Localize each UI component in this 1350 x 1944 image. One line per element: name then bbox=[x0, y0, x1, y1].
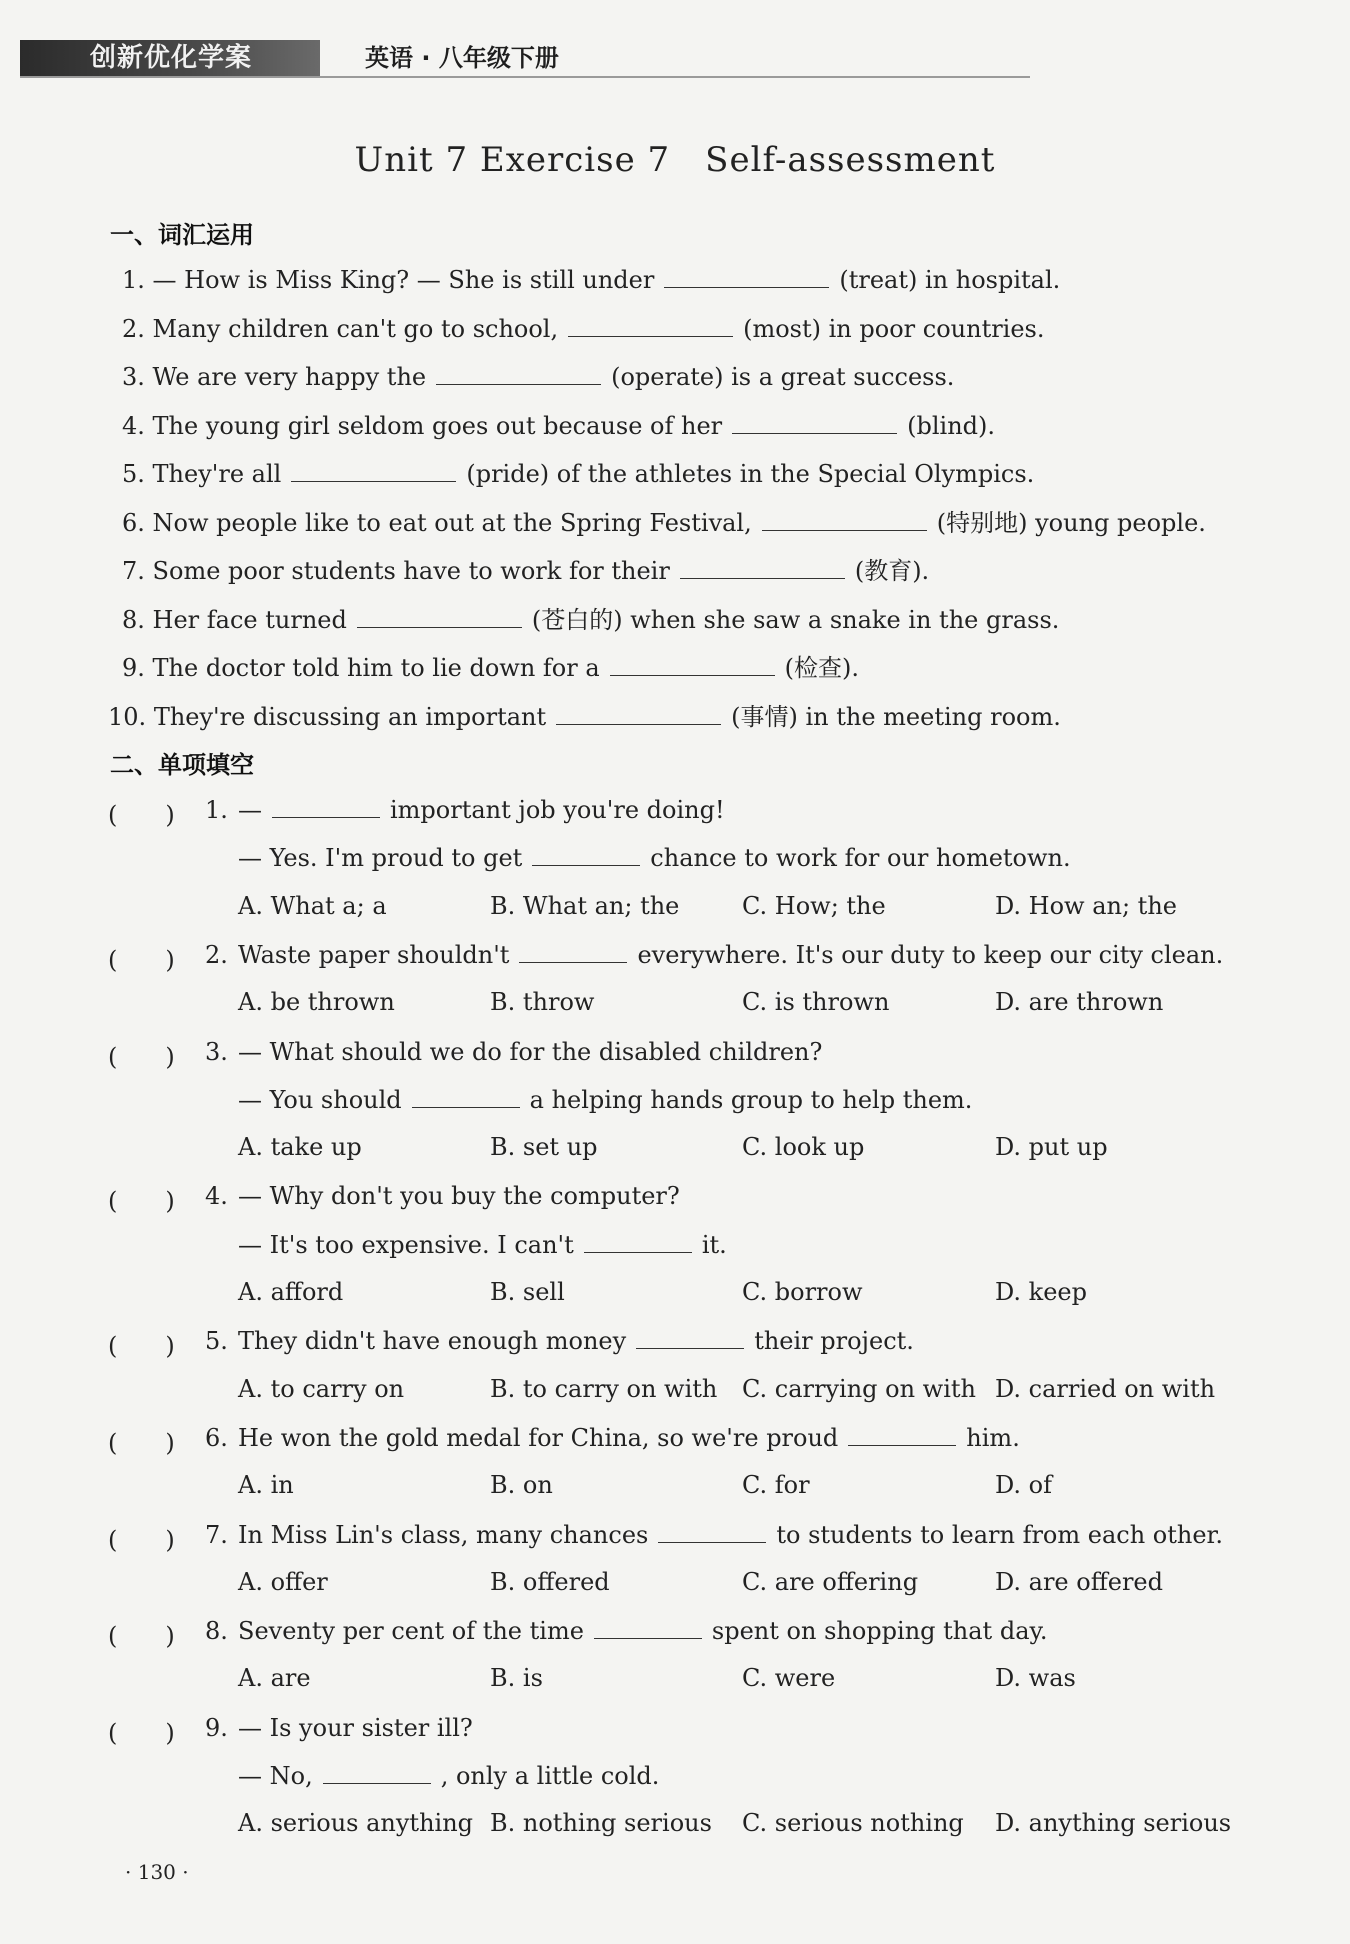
choice-option[interactable]: B. What an; the bbox=[490, 891, 680, 920]
question-text-after: a helping hands group to help them. bbox=[529, 1085, 973, 1114]
question-number: 5. bbox=[205, 1327, 228, 1356]
answer-blank[interactable] bbox=[732, 411, 897, 434]
brand-banner: 创新优化学案 bbox=[20, 40, 320, 76]
answer-blank[interactable] bbox=[680, 556, 845, 579]
item-text: We are very happy the bbox=[152, 363, 427, 391]
answer-blank[interactable] bbox=[436, 362, 601, 385]
choice-option[interactable]: A. What a; a bbox=[238, 891, 387, 920]
question-text: In Miss Lin's class, many chances bbox=[238, 1520, 649, 1549]
question-number: 1. bbox=[205, 796, 228, 824]
question-text-after: everywhere. It's our duty to keep our city clean. bbox=[637, 940, 1224, 969]
question-line bbox=[238, 1616, 1048, 1646]
answer-blank[interactable] bbox=[594, 1616, 702, 1639]
item-text: Now people like to eat out at the Spring Festival, bbox=[152, 508, 752, 537]
answer-parentheses[interactable]: ( ) bbox=[108, 1428, 175, 1457]
answer-parentheses[interactable]: ( ) bbox=[108, 1042, 175, 1071]
choice-option[interactable]: A. be thrown bbox=[238, 988, 395, 1017]
answer-blank[interactable] bbox=[357, 605, 522, 628]
choice-option[interactable]: A. offer bbox=[238, 1567, 328, 1596]
vocab-item bbox=[122, 556, 929, 586]
vocab-item bbox=[108, 702, 1061, 732]
item-hint: (特别地) young people. bbox=[936, 508, 1206, 537]
choice-option[interactable]: C. carrying on with bbox=[742, 1374, 976, 1403]
question-number: 9. bbox=[205, 1713, 228, 1742]
choice-option[interactable]: C. is thrown bbox=[742, 988, 890, 1017]
question-text: Waste paper shouldn't bbox=[238, 940, 510, 969]
choice-option[interactable]: A. afford bbox=[238, 1278, 344, 1306]
answer-blank[interactable] bbox=[291, 459, 456, 482]
question-text: — Is your sister ill? bbox=[238, 1713, 473, 1742]
item-hint: (教育). bbox=[854, 557, 930, 585]
question-text-after: it. bbox=[701, 1230, 727, 1259]
answer-blank[interactable] bbox=[323, 1761, 431, 1784]
question-line bbox=[238, 843, 1071, 873]
item-hint: (operate) is a great success. bbox=[611, 363, 955, 391]
item-number: 4. bbox=[122, 411, 145, 440]
vocab-item bbox=[122, 459, 1034, 489]
answer-parentheses[interactable]: ( ) bbox=[108, 1187, 175, 1216]
answer-parentheses[interactable]: ( ) bbox=[108, 945, 175, 974]
item-number: 10. bbox=[108, 702, 147, 731]
exercise-title: Unit 7 Exercise 7 Self-assessment bbox=[354, 140, 996, 180]
choice-option[interactable]: B. nothing serious bbox=[490, 1809, 712, 1838]
item-number: 1. bbox=[122, 266, 145, 294]
question-text-after: to students to learn from each other. bbox=[776, 1520, 1224, 1549]
choice-option[interactable]: C. borrow bbox=[742, 1278, 863, 1306]
answer-parentheses[interactable]: ( ) bbox=[108, 1622, 175, 1651]
answer-blank[interactable] bbox=[532, 843, 640, 866]
choice-option[interactable]: D. anything serious bbox=[995, 1809, 1232, 1838]
question-number: 2. bbox=[205, 940, 228, 969]
choice-option[interactable]: D. are thrown bbox=[995, 988, 1164, 1017]
answer-parentheses[interactable]: ( ) bbox=[108, 1525, 175, 1554]
answer-blank[interactable] bbox=[272, 795, 380, 818]
item-text: They're all bbox=[152, 460, 282, 488]
item-text: Her face turned bbox=[152, 605, 347, 634]
section-heading-single-choice: 二、单项填空 bbox=[110, 751, 254, 779]
item-number: 3. bbox=[122, 363, 145, 391]
choice-option[interactable]: C. were bbox=[742, 1664, 836, 1693]
question-text: He won the gold medal for China, so we're proud bbox=[238, 1423, 839, 1452]
section-heading-vocabulary: 一、词汇运用 bbox=[110, 221, 254, 249]
vocab-item bbox=[122, 411, 995, 441]
choice-option[interactable]: C. for bbox=[742, 1471, 810, 1500]
vocab-item bbox=[122, 605, 1059, 635]
item-number: 8. bbox=[122, 605, 145, 634]
question-line bbox=[238, 1713, 473, 1743]
item-hint: (treat) in hospital. bbox=[839, 266, 1061, 294]
answer-blank[interactable] bbox=[519, 940, 627, 963]
answer-blank[interactable] bbox=[848, 1423, 956, 1446]
item-hint: (blind). bbox=[907, 411, 996, 440]
choice-option[interactable]: A. to carry on bbox=[238, 1374, 405, 1403]
choice-option[interactable]: B. on bbox=[490, 1471, 553, 1500]
question-line bbox=[238, 940, 1223, 970]
question-line bbox=[238, 1085, 972, 1115]
choice-option[interactable]: B. set up bbox=[490, 1133, 598, 1162]
question-line bbox=[238, 795, 725, 825]
question-line bbox=[238, 1037, 822, 1067]
choice-option[interactable]: B. is bbox=[490, 1664, 543, 1693]
question-text: They didn't have enough money bbox=[238, 1327, 627, 1356]
choice-option[interactable]: A. take up bbox=[238, 1133, 362, 1162]
answer-blank[interactable] bbox=[568, 314, 733, 337]
question-number: 7. bbox=[205, 1520, 228, 1549]
question-text: — Why don't you buy the computer? bbox=[238, 1182, 680, 1211]
choice-option[interactable]: D. of bbox=[995, 1471, 1052, 1500]
question-text: — bbox=[238, 796, 262, 824]
choice-option[interactable]: C. are offering bbox=[742, 1567, 919, 1596]
choice-option[interactable]: D. are offered bbox=[995, 1567, 1163, 1596]
page-number: · 130 · bbox=[125, 1860, 189, 1884]
answer-blank[interactable] bbox=[658, 1520, 766, 1543]
item-text: — How is Miss King? — She is still under bbox=[152, 266, 655, 294]
question-line bbox=[238, 1326, 914, 1356]
question-line bbox=[238, 1423, 1020, 1453]
question-text-after: him. bbox=[966, 1423, 1020, 1452]
item-hint: (苍白的) when she saw a snake in the grass. bbox=[531, 605, 1060, 634]
choice-option[interactable]: A. in bbox=[238, 1471, 294, 1500]
question-text: — What should we do for the disabled children? bbox=[238, 1037, 823, 1066]
question-text: Seventy per cent of the time bbox=[238, 1617, 584, 1646]
item-text: The young girl seldom goes out because of her bbox=[152, 411, 723, 440]
answer-blank[interactable] bbox=[664, 265, 829, 288]
choice-option[interactable]: B. to carry on with bbox=[490, 1374, 718, 1403]
item-hint: (事情) in the meeting room. bbox=[731, 702, 1061, 731]
answer-blank[interactable] bbox=[636, 1326, 744, 1349]
question-line bbox=[238, 1761, 659, 1791]
item-number: 7. bbox=[122, 557, 145, 585]
question-line bbox=[238, 1520, 1223, 1550]
choice-option[interactable]: C. look up bbox=[742, 1133, 865, 1162]
choice-option[interactable]: D. was bbox=[995, 1664, 1076, 1693]
answer-parentheses[interactable]: ( ) bbox=[108, 1332, 175, 1361]
item-hint: (most) in poor countries. bbox=[743, 314, 1045, 343]
choice-option[interactable]: A. are bbox=[238, 1664, 311, 1693]
item-number: 5. bbox=[122, 460, 145, 488]
question-text-after: spent on shopping that day. bbox=[711, 1617, 1048, 1646]
question-text: — You should bbox=[238, 1085, 402, 1114]
answer-blank[interactable] bbox=[584, 1230, 692, 1253]
item-number: 6. bbox=[122, 508, 145, 537]
item-hint: (pride) of the athletes in the Special Olympics. bbox=[466, 460, 1035, 488]
choice-option[interactable]: B. sell bbox=[490, 1278, 565, 1306]
question-line bbox=[238, 1181, 680, 1211]
question-text: — It's too expensive. I can't bbox=[238, 1230, 574, 1259]
question-text-after: , only a little cold. bbox=[440, 1762, 660, 1790]
answer-blank[interactable] bbox=[610, 653, 775, 676]
book-title: 英语 · 八年级下册 bbox=[365, 44, 559, 72]
vocab-item bbox=[122, 653, 859, 683]
question-text-after: important job you're doing! bbox=[390, 796, 725, 824]
choice-option[interactable]: D. carried on with bbox=[995, 1374, 1216, 1403]
item-text: Some poor students have to work for their bbox=[152, 557, 670, 585]
choice-option[interactable]: D. keep bbox=[995, 1278, 1087, 1306]
item-hint: (检查). bbox=[784, 654, 860, 682]
vocab-item bbox=[122, 265, 1060, 295]
question-text-after: their project. bbox=[754, 1327, 914, 1356]
answer-blank[interactable] bbox=[556, 702, 721, 725]
vocab-item bbox=[122, 314, 1045, 344]
item-text: They're discussing an important bbox=[153, 702, 547, 731]
question-line bbox=[238, 1230, 727, 1260]
question-text-after: chance to work for our hometown. bbox=[650, 844, 1071, 873]
vocab-item bbox=[122, 508, 1206, 538]
question-text: — Yes. I'm proud to get bbox=[238, 844, 523, 873]
answer-parentheses[interactable]: ( ) bbox=[108, 801, 175, 829]
choice-option[interactable]: D. How an; the bbox=[995, 891, 1177, 920]
item-text: Many children can't go to school, bbox=[152, 314, 559, 343]
answer-blank[interactable] bbox=[762, 508, 927, 531]
question-number: 6. bbox=[205, 1423, 228, 1452]
item-number: 2. bbox=[122, 314, 145, 343]
choice-option[interactable]: C. How; the bbox=[742, 891, 886, 920]
answer-blank[interactable] bbox=[412, 1085, 520, 1108]
question-number: 3. bbox=[205, 1037, 228, 1066]
answer-parentheses[interactable]: ( ) bbox=[108, 1718, 175, 1747]
page-header bbox=[20, 40, 1030, 78]
question-number: 8. bbox=[205, 1617, 228, 1646]
choice-option[interactable]: B. offered bbox=[490, 1567, 610, 1596]
choice-option[interactable]: A. serious anything bbox=[238, 1809, 474, 1838]
choice-option[interactable]: C. serious nothing bbox=[742, 1809, 964, 1838]
question-number: 4. bbox=[205, 1182, 228, 1211]
item-number: 9. bbox=[122, 654, 145, 682]
question-text: — No, bbox=[238, 1762, 313, 1790]
item-text: The doctor told him to lie down for a bbox=[152, 654, 600, 682]
choice-option[interactable]: D. put up bbox=[995, 1133, 1108, 1162]
vocab-item bbox=[122, 362, 954, 392]
choice-option[interactable]: B. throw bbox=[490, 988, 595, 1017]
